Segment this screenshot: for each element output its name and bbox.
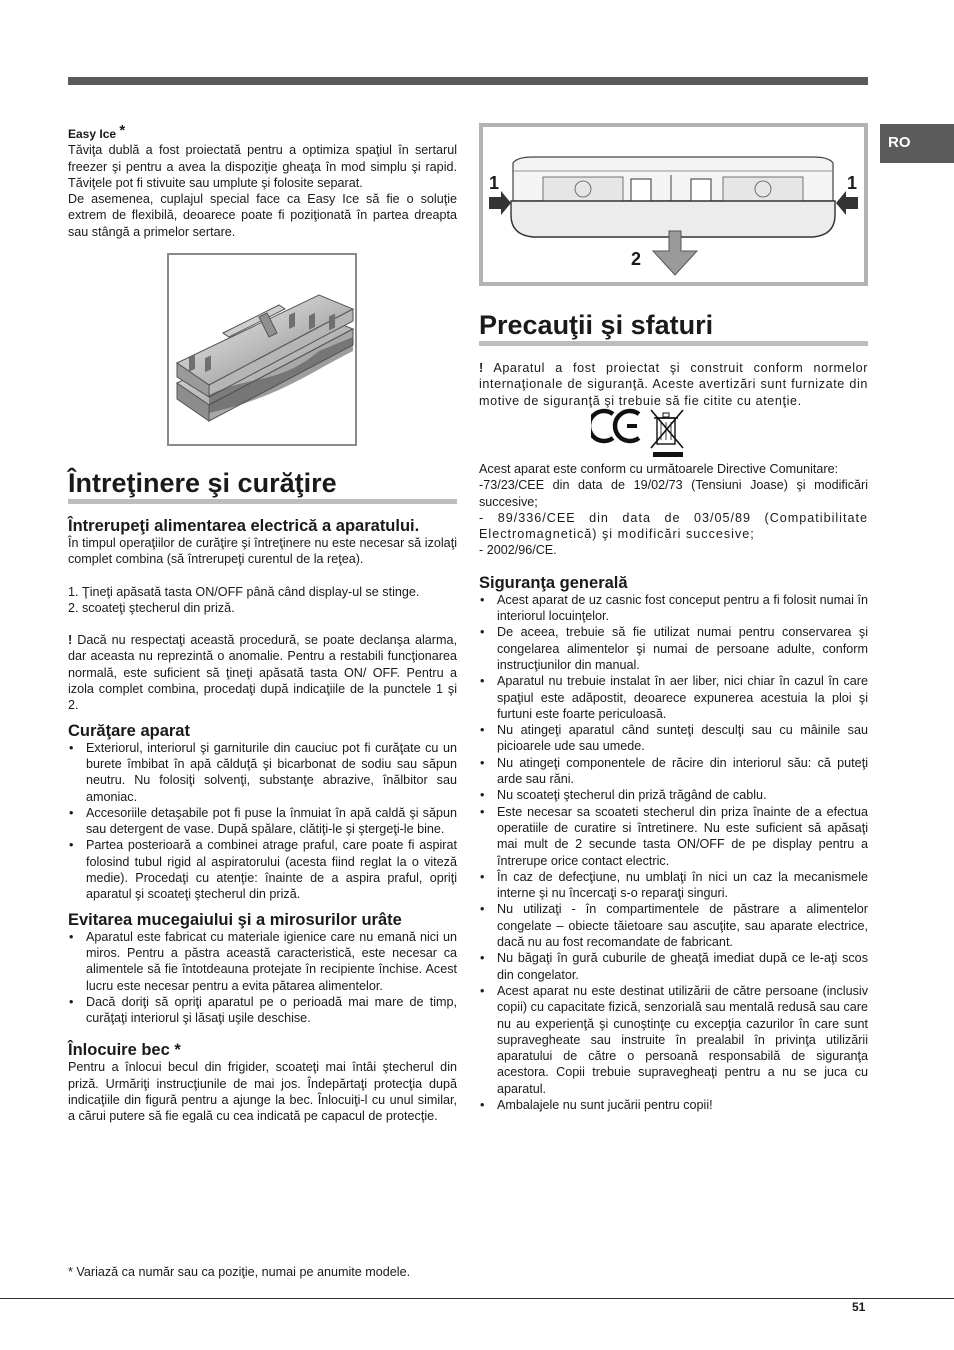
diagram-label-right: 1 <box>847 173 858 193</box>
precautions-section <box>479 310 868 409</box>
bulb-text: Pentru a înlocui becul din frigider, scoateţi mai întâi ştecherul din priză. Urmăriţi instrucţiunile de mai jos. Îndepărtaţi protecţia după indicaţiile din figură pentru a ajunge la bec. Înlocuiţi-l cu unul similar, a cărui putere să fie egală cu cea indicată pe capacul de protecţie. <box>68 1060 457 1124</box>
step-item: 1. Ţineţi apăsată tasta ON/OFF până când display-ul se stinge. <box>68 584 420 599</box>
list-item: • Aparatul este fabricat cu materiale igienice care nu emană nici un miros. Pentru a păstra această caracteristică, este necesar ca alimentele să fie întotdeauna protejate în recipiente închise. Acest lucru este necesar pentru a evita pătarea alimentelor. <box>68 929 457 994</box>
language-tab: RO <box>880 124 954 163</box>
easy-ice-title: Easy Ice * <box>68 122 126 141</box>
cleaning-heading: Curăţare aparat <box>68 721 190 740</box>
weee-bin-icon <box>651 410 683 457</box>
directives-line: - 89/336/CEE din data de 03/05/89 (Compatibilitate Electromagnetică) şi modificări succesive; <box>479 510 868 542</box>
light-cover-icon <box>483 127 864 282</box>
bulb-heading: Înlocuire bec * <box>68 1041 181 1060</box>
list-item: • Nu atingeţi aparatul când sunteţi desculţi sau cu mâinile sau picioarele ude sau umede. <box>479 722 868 755</box>
ce-weee-marks <box>591 404 691 460</box>
footnote: * Variază ca număr sau ca poziţie, numai pe anumite modele. <box>68 1265 411 1279</box>
list-item: • Nu băgaţi în gură cuburile de gheaţă imediat după ce le-aţi scos din congelator. <box>479 950 868 983</box>
ice-tray-illustration <box>167 253 357 446</box>
precautions-intro: ! Aparatul a fost proiectat şi construit conform normelor internaţionale de siguranţă. Aceste avertizări sunt furnizate din motive de siguranţă şi trebuie să fie citite cu atenţie. <box>479 361 868 408</box>
diagram-label-left: 1 <box>489 173 500 193</box>
mold-heading: Evitarea mucegaiului şi a mirosurilor urâte <box>68 910 402 929</box>
list-item: • Acest aparat nu este destinat utilizării de către persoane (inclusiv copii) cu capacitate fizică, senzorială sau mentală redusă sau care nu au experienţă şi cunoştinţe cu excepţia cazurilor în care sunt supravegheate sau instruite în prealabil în privinţa utilizării aparatului de către o persoană responsabilă de siguranţa acestora. Copii trebuie supravegheaţi pentru a nu se juca cu aparatul. <box>479 983 868 1097</box>
maintenance-section <box>68 468 457 1125</box>
list-item: • Accesoriile detaşabile pot fi puse la înmuiat în apă caldă şi săpun sau detergent de vase. După spălare, clătiţi-le şi ştergeţi-le bine. <box>68 805 457 838</box>
list-item: • Acest aparat de uz casnic fost conceput pentru a fi folosit numai în interiorul locuinţelor. <box>479 592 868 625</box>
warning-mark: ! <box>68 633 73 648</box>
maintenance-title: Întreţinere şi curăţire <box>68 468 457 504</box>
list-item: • De aceea, trebuie să fie utilizat numai pentru conservarea şi congelarea alimentelor şi numai de persoane adulte, conform instrucţiunilor din manual. <box>479 624 868 673</box>
warning-mark: ! <box>479 361 484 375</box>
easy-ice-section <box>68 123 457 240</box>
easy-ice-paragraph: De asemenea, cuplajul special face ca Easy Ice să fie o soluţie extrem de flexibilă, deoarece poate fi poziţionată în partea dreapta sau stângă a primelor sertare. <box>68 192 457 239</box>
list-item: • Nu scoateţi ştecherul din priză trăgând de cablu. <box>479 787 868 803</box>
list-item: • Dacă doriţi să opriţi aparatul pe o perioadă mai mare de timp, curăţaţi interiorul şi lăsaţi uşile deschise. <box>68 994 457 1027</box>
page-number: 51 <box>852 1300 866 1314</box>
list-item: • Exteriorul, interiorul şi garniturile din cauciuc pot fi curăţate cu un burete îmbibat în apă călduţă şi bicarbonat de sodiu sau săpun neutru. Nu folosiţi solvenţi, substanţe abrazive, înălbitor sau amoniac. <box>68 740 457 805</box>
diagram-label-bottom: 2 <box>631 249 642 269</box>
precautions-title: Precauţii şi sfaturi <box>479 310 868 346</box>
general-safety-list <box>479 592 868 1114</box>
cleaning-list <box>68 740 457 903</box>
list-item: • În caz de defecţiune, nu umblaţi în nici un caz la mecanismele interne şi nu încercaţi s-o reparaţi singuri. <box>479 869 868 902</box>
ce-mark-icon <box>591 411 639 441</box>
step-item: 2. scoateţi ştecherul din priză. <box>68 600 235 615</box>
power-warning: ! Dacă nu respectaţi această procedură, se poate declanşa alarma, dar aceasta nu reprezintă o anomalie. Pentru a restabili funcţionarea normală, este suficient să ţineţi apăsată tasta ON/ OFF. Pentru a izola complet combina, procedaţi după indicaţiile de la punctele 1 şi 2. <box>68 633 457 713</box>
power-heading: Întrerupeţi alimentarea electrică a aparatului. <box>68 517 420 535</box>
list-item: • Partea posterioară a combinei atrage praful, care poate fi aspirat folosind tubul rigid al aspiratorului (acesta fiind reglat la o viteză medie). Procedaţi cu atenţie: înainte de a aspira praful, opriţi aparatul şi scoateţi ştecherul din priză. <box>68 837 457 902</box>
bottom-rule <box>0 1298 954 1299</box>
top-rule <box>68 77 868 85</box>
power-steps <box>68 584 457 617</box>
precautions-body <box>479 461 868 1113</box>
list-item: • Nu atingeţi componentele de răcire din interiorul său: că puteţi arde sau răni. <box>479 755 868 788</box>
directives-line: -73/23/CEE din data de 19/02/73 (Tensiuni Joase) şi modificări succesive; <box>479 478 868 509</box>
list-item: • Ambalajele nu sunt jucării pentru copii! <box>479 1097 868 1113</box>
directives-line: Acest aparat este conform cu următoarele Directive Comunitare: <box>479 462 839 476</box>
general-safety-heading: Siguranţa generală <box>479 573 628 592</box>
easy-ice-paragraph: Tăviţa dublă a fost proiectată pentru a optimiza spaţiul în sertarul freezer şi pentru a avea la dispoziţie gheaţa în mod simplu şi rapid. Tăviţele pot fi stivuite sau umplute şi folosite separat. <box>68 143 457 190</box>
list-item: • Este necesar sa scoateti stecherul din priza înainte de a efectua operatiile de curatire si întretinere. Nu este suficient să apăsaţi mai mult de 2 secunde tasta ON/OFF de pe display pentru a întrerupe orice contact electric. <box>479 804 868 869</box>
light-cover-diagram <box>479 123 868 286</box>
mold-list <box>68 929 457 1027</box>
ice-tray-icon <box>169 255 355 444</box>
list-item: • Nu utilizaţi - în compartimentele de păstrare a alimentelor congelate – obiecte tăietoare sau ascuţite, sau aparate electrice, dacă nu au fost recomandate de fabricant. <box>479 901 868 950</box>
power-intro: În timpul operaţiilor de curăţire şi întreţinere nu este necesar să izolaţi complet combina (să întrerupeţi curentul de la reţea). <box>68 536 457 567</box>
directives-line: - 2002/96/CE. <box>479 543 557 558</box>
list-item: • Aparatul nu trebuie instalat în aer liber, nici chiar în cazul în care spaţiul este adăpostit, deoarece expunerea acestuia la ploi şi furtuni este foarte periculoasă. <box>479 673 868 722</box>
asterisk-mark: * <box>119 122 126 139</box>
